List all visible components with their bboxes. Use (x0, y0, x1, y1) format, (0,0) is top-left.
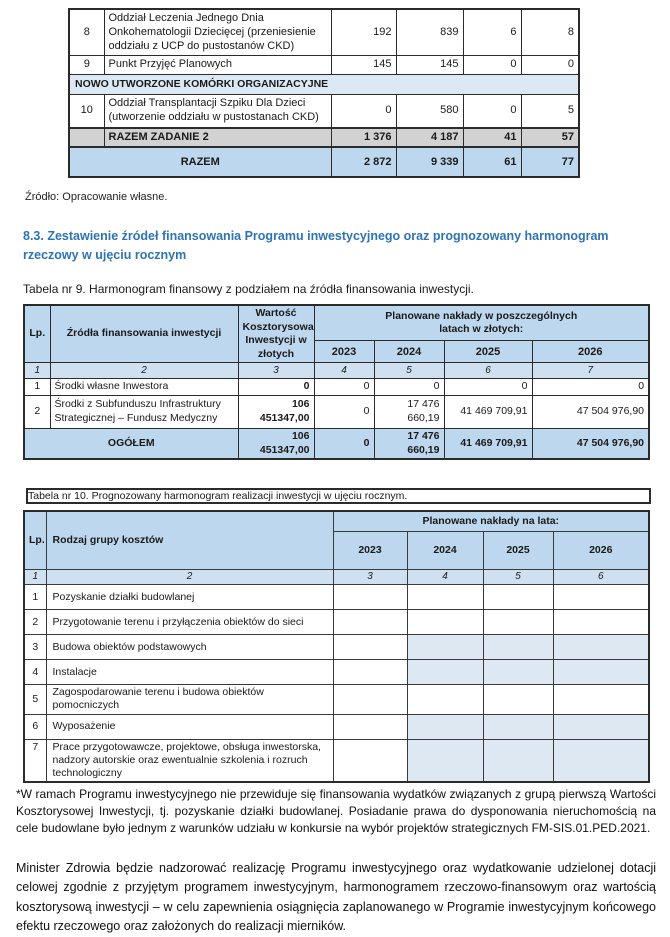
header-row (24, 511, 649, 531)
year-value: 0 (314, 379, 374, 396)
empty-cell (553, 685, 649, 714)
row-number: 10 (69, 95, 104, 128)
col-number: 4 (314, 363, 374, 379)
value-cell: 145 (396, 56, 463, 75)
planned-header: Planowane nakłady na lata: (333, 511, 649, 531)
table-row (24, 396, 649, 429)
empty-cell (333, 739, 407, 782)
subtotal-value: 41 (463, 128, 521, 148)
column-numbering-row (24, 569, 649, 585)
empty-cell (553, 610, 649, 635)
table10-caption: Tabela nr 10. Prognozowany harmonogram realizacji inwestycji w ujęciu rocznym. (26, 488, 651, 504)
empty-cell (333, 585, 407, 610)
table-row (69, 95, 579, 128)
source-note: Źródło: Opracowanie własne. (25, 191, 168, 204)
empty-cell (333, 635, 407, 660)
unit-name: Oddział Leczenia Jednego Dnia Onkohematologii Dziecięcej (przeniesienie oddziału z UCP do pustostanów CKD) (104, 9, 331, 56)
planned-header-line2: latach w złotych: (439, 323, 524, 336)
subtotal-value: 1 376 (331, 128, 396, 148)
col-number: 3 (333, 569, 407, 585)
planned-header-line1: Planowane nakłady w poszczególnych (385, 309, 578, 322)
value-header: Wartość Kosztorysowa Inwestycji w złotych (238, 305, 314, 363)
shaded-empty-cell (483, 660, 553, 685)
column-numbering-row (24, 363, 649, 379)
shaded-empty-cell (483, 739, 553, 782)
lp-header: Lp. (24, 305, 50, 363)
year-header: 2026 (553, 531, 649, 569)
col-number: 6 (444, 363, 532, 379)
table-row (24, 685, 649, 714)
table-row (69, 9, 579, 56)
value-cell: 0 (521, 56, 579, 75)
year-value: 0 (374, 379, 444, 396)
year-header: 2023 (333, 531, 407, 569)
cost-group-name: Instalacje (46, 660, 333, 685)
value-cell: 145 (331, 56, 396, 75)
col-number: 6 (553, 569, 649, 585)
table9-caption: Tabela nr 9. Harmonogram finansowy z podziałem na źródła finansowania inwestycji. (23, 281, 474, 296)
col-number: 1 (24, 569, 46, 585)
col-number: 2 (50, 363, 238, 379)
col-number: 5 (483, 569, 553, 585)
table-row (24, 660, 649, 685)
value-cell: 0 (463, 95, 521, 128)
value-cell: 0 (238, 379, 314, 396)
cost-groups-schedule-table (23, 510, 650, 783)
source-name: Środki z Subfunduszu Infrastruktury Strategicznej – Fundusz Medyczny (50, 396, 238, 429)
row-number: 9 (69, 56, 104, 75)
organizational-units-table (68, 8, 580, 178)
shaded-empty-cell (553, 635, 649, 660)
row-number: 6 (24, 714, 46, 739)
source-name: Środki własne Inwestora (50, 379, 238, 396)
empty-cell (407, 685, 483, 714)
row-number: 8 (69, 9, 104, 56)
shaded-empty-cell (483, 635, 553, 660)
subtotal-label: RAZEM ZADANIE 2 (104, 128, 331, 148)
row-number: 2 (24, 396, 50, 429)
empty-cell (483, 610, 553, 635)
col-number: 5 (374, 363, 444, 379)
value-cell: 6 (463, 9, 521, 56)
total-value: 2 872 (331, 147, 396, 177)
total-row (24, 429, 649, 460)
total-year-value: 47 504 976,90 (532, 429, 649, 460)
empty-cell (407, 610, 483, 635)
year-header: 2024 (374, 341, 444, 363)
total-label: RAZEM (69, 147, 331, 177)
lp-header: Lp. (24, 511, 46, 569)
row-number: 2 (24, 610, 46, 635)
kind-header: Rodzaj grupy kosztów (46, 511, 333, 569)
value-cell: 192 (331, 9, 396, 56)
value-cell: 106 451347,00 (238, 396, 314, 429)
value-cell: 0 (463, 56, 521, 75)
col-number: 7 (532, 363, 649, 379)
empty-cell (407, 585, 483, 610)
year-value: 0 (532, 379, 649, 396)
year-header: 2024 (407, 531, 483, 569)
empty-cell (333, 660, 407, 685)
col-number: 2 (46, 569, 333, 585)
year-header: 2023 (314, 341, 374, 363)
year-header: 2026 (532, 341, 649, 363)
row-number: 4 (24, 660, 46, 685)
cost-group-name: Prace przygotowawcze, projektowe, obsługa inwestorska, nadzory autorskie oraz ewentualnie szkolenia i rozruch technologiczny (46, 739, 333, 782)
total-label: OGÓŁEM (24, 429, 238, 460)
section-heading: 8.3. Zestawienie źródeł finansowania Programu inwestycyjnego oraz prognozowany harmonogram rzeczowy w ujęciu rocznym (23, 229, 609, 263)
table-row (24, 610, 649, 635)
shaded-empty-cell (553, 714, 649, 739)
row-number: 1 (24, 585, 46, 610)
footnote: *W ramach Programu inwestycyjnego nie przewiduje się finansowania wydatków związanych z grupą pierwszą Wartości Kosztorysowej Inwestycji, tj. pozyskanie działki budowlanej. Posiadanie prawa do dysponowania nieruchomością na cele budowlane było jednym z warunków udziału w konkursie na wybór projektów strategicznych FM-SIS.01.PED.2021. (16, 786, 656, 836)
total-value: 9 339 (396, 147, 463, 177)
table-row (24, 585, 649, 610)
year-value: 0 (314, 396, 374, 429)
row-number: 7 (24, 739, 46, 782)
row-number: 3 (24, 635, 46, 660)
shaded-empty-cell (553, 660, 649, 685)
table-row (24, 739, 649, 782)
value-cell: 839 (396, 9, 463, 56)
empty-cell (483, 585, 553, 610)
shaded-empty-cell (553, 739, 649, 782)
total-year-value: 0 (314, 429, 374, 460)
value-cell: 8 (521, 9, 579, 56)
cost-group-name: Wyposażenie (46, 714, 333, 739)
shaded-empty-cell (407, 660, 483, 685)
year-value: 0 (444, 379, 532, 396)
col-number: 1 (24, 363, 50, 379)
total-value: 61 (463, 147, 521, 177)
empty-cell (553, 585, 649, 610)
year-value: 41 469 709,91 (444, 396, 532, 429)
table-row (24, 635, 649, 660)
total-value: 106 451347,00 (238, 429, 314, 460)
cost-group-name: Przygotowanie terenu i przyłączenia obiektów do sieci (46, 610, 333, 635)
value-cell: 580 (396, 95, 463, 128)
unit-name: Punkt Przyjęć Planowych (104, 56, 331, 75)
row-number: 5 (24, 685, 46, 714)
shaded-empty-cell (407, 739, 483, 782)
empty-cell (333, 685, 407, 714)
source-header: Źródła finansowania inwestycji (50, 305, 238, 363)
cost-group-name: Pozyskanie działki budowlanej (46, 585, 333, 610)
empty-cell (483, 685, 553, 714)
planned-header (314, 305, 649, 341)
section-header-row (69, 75, 579, 95)
year-header: 2025 (444, 341, 532, 363)
unit-name: Oddział Transplantacji Szpiku Dla Dzieci (utworzenie oddziału w pustostanach CKD) (104, 95, 331, 128)
empty-cell (333, 714, 407, 739)
empty-cell (333, 610, 407, 635)
subtotal-row (69, 128, 579, 148)
cost-group-name: Budowa obiektów podstawowych (46, 635, 333, 660)
section-header-label: NOWO UTWORZONE KOMÓRKI ORGANIZACYJNE (69, 75, 579, 95)
closing-paragraph: Minister Zdrowia będzie nadzorować realizację Programu inwestycyjnego oraz wydatkowanie udzielonej dotacji celowej zgodnie z przyjętym programem inwestycyjnym, harmonogramem rzeczowo-finansowym oraz wartością kosztorysową inwestycji – w celu zapewnienia osiągnięcia zaplanowanego w Programie inwestycyjnym końcowego efektu rzeczowego oraz założonych do realizacji mierników. (16, 861, 656, 934)
total-row (69, 147, 579, 177)
year-value: 47 504 976,90 (532, 396, 649, 429)
cost-group-name: Zagospodarowanie terenu i budowa obiektów pomocniczych (46, 685, 333, 714)
empty-cell (69, 128, 104, 148)
value-cell: 5 (521, 95, 579, 128)
total-year-value: 41 469 709,91 (444, 429, 532, 460)
shaded-empty-cell (407, 714, 483, 739)
header-row (24, 305, 649, 341)
row-number: 1 (24, 379, 50, 396)
table-row (24, 379, 649, 396)
year-header: 2025 (483, 531, 553, 569)
col-number: 4 (407, 569, 483, 585)
total-year-value: 17 476 660,19 (374, 429, 444, 460)
shaded-empty-cell (483, 714, 553, 739)
year-value: 17 476 660,19 (374, 396, 444, 429)
col-number: 3 (238, 363, 314, 379)
value-cell: 0 (331, 95, 396, 128)
table-row (69, 56, 579, 75)
total-value: 77 (521, 147, 579, 177)
table-row (24, 714, 649, 739)
financing-sources-table (23, 304, 650, 460)
shaded-empty-cell (407, 635, 483, 660)
subtotal-value: 4 187 (396, 128, 463, 148)
subtotal-value: 57 (521, 128, 579, 148)
